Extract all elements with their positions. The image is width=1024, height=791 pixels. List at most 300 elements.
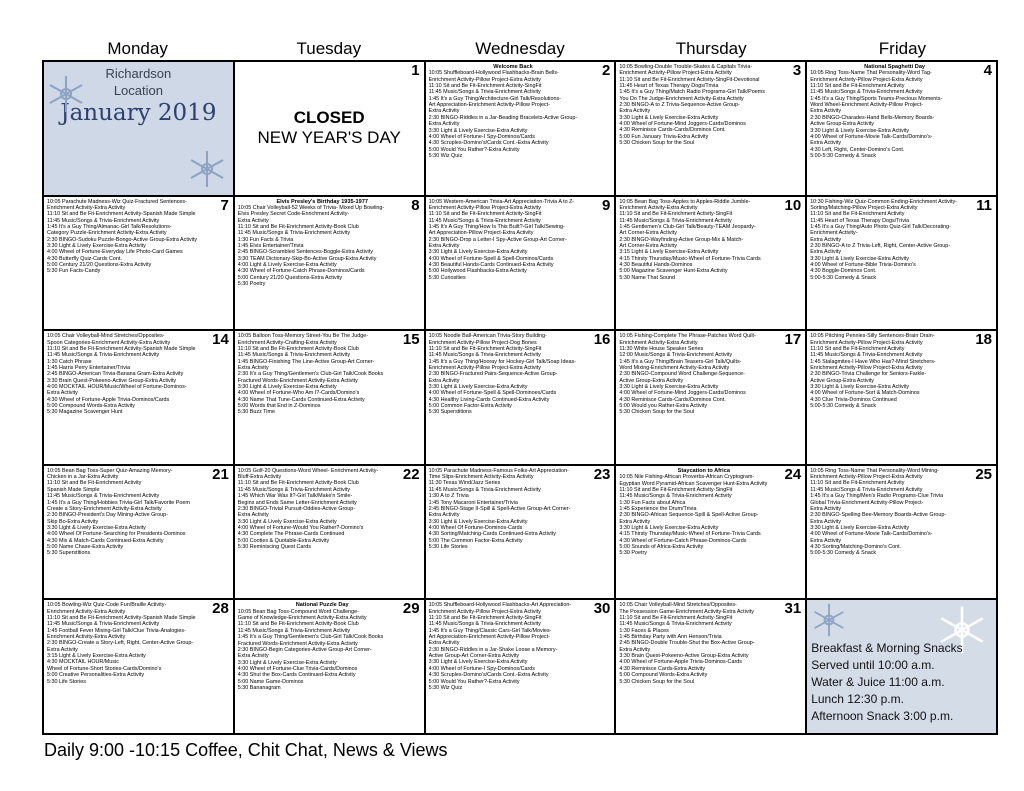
activity-line: 1:30 Fun Facts about Africa [619, 499, 686, 506]
activity-line: Extra Activity [810, 518, 842, 525]
activity-line: 10:05 Chair Volleyball-Mind Stretches/Opposites- [47, 333, 165, 340]
activity-line: 4:30 Sorting/Matching-Domino's Cont. [810, 543, 902, 550]
location-line-1: Richardson [105, 66, 172, 81]
snack-schedule-cell [807, 600, 998, 735]
activity-line: 4:00 Wheel of Fortune-Spell & Spell-Dominos/Cards [428, 255, 554, 262]
activity-list [619, 196, 802, 281]
activity-line: Spanish Made Simple [47, 486, 100, 493]
activity-line: 4:30 Boggle-Dominos Cont. [810, 268, 877, 275]
activity-line: Extra Activity [810, 505, 842, 512]
activity-line: 11:10 Sit and Be Fit-Enrichment Activity [47, 480, 142, 487]
calendar-grid [42, 60, 998, 735]
activity-line: Enrichment Activity-Pillow Project-Extra Activity [810, 339, 923, 346]
activity-line: 2:30 BINGO-President's Day Mining-Active Group- [47, 512, 168, 519]
activity-line: 1:45 It's a Guy Thing/Hobbies Trivia-Girl Talk/Favorite Poem [47, 499, 190, 506]
day-headline: Welcome Back [493, 64, 533, 70]
activity-line: 4:00 Wheel of Fortune-Sort & Match-Dominos [810, 390, 920, 397]
snowflake-icon [46, 74, 86, 114]
activity-line: 10:05 Bean Bag Toss-Compound Word Challenge- [237, 608, 359, 615]
activity-line: Extra Activity [428, 121, 460, 128]
day-cell [426, 600, 617, 735]
activity-line: Extra Activity [428, 512, 460, 519]
activity-line: Active Group-Extra Activity [810, 121, 874, 128]
activity-line: 5:30 Buzz Time [237, 409, 275, 416]
holiday-line: NEW YEAR'S DAY [257, 128, 401, 147]
activity-line: 11:10 Sit and Be Fit-Enrichment Activity-SingFit [428, 345, 542, 352]
activity-line: 5:00 Would You Rather?-Extra Activity [428, 678, 520, 685]
activity-line: 5:30 Magazine Scavenger Hunt [47, 409, 123, 416]
activity-line: 5:30 Name That Sound [619, 274, 676, 281]
activity-line: 3:30 Light & Lively Exercise-Extra Activity [810, 255, 910, 262]
day-cell [426, 197, 617, 332]
activity-line: 4:30 Reminisce Cards-Cards/Dominos Cont. [619, 127, 726, 134]
activity-list [47, 196, 230, 275]
day-number: 29 [402, 600, 420, 618]
activity-line: 5:00 Compound Words-Extra Activity [619, 672, 708, 679]
activity-line: 4:00 Wheel of Fortune-Who Am I?-Cards/Domino's [237, 390, 360, 397]
activity-line: 3:30 Light & Lively Exercise-Extra Activity [810, 127, 910, 134]
activity-line: 10:05 Ring Toss-Name That Personality-Word Mining- [810, 467, 940, 474]
activity-line: Extra Activity [47, 646, 78, 653]
activity-line: 10:05 Bean Bag Toss-Apples to Apples-Riddle Jumble- [619, 198, 751, 205]
activity-line: 11:10 Sit and Be Fit-Enrichment Activity [810, 345, 905, 352]
day-cell [807, 466, 998, 601]
activity-line: Extra Activity [619, 518, 651, 525]
activity-line: Active Group-Extra Activity [619, 377, 684, 384]
activity-line: 2:30 BINGO-Sudoku Puzzle-Bongo-Active Group-Extra Activity [47, 236, 198, 243]
activity-line: 11:45 Music/Songs & Trivia-Enrichment Activity [810, 352, 923, 359]
activity-line: Create a Story-Enrichment Activity-Extra Activity [47, 505, 162, 512]
activity-line: 5:30 Wiz Quiz [428, 684, 463, 691]
activity-list [47, 602, 230, 684]
activity-line: 3:30 Light & Lively Exercise-Extra Activity [619, 524, 719, 531]
activity-line: 4:30 Scruples-Domino's/Cards Cont.-Extra Activity [428, 140, 549, 147]
activity-line: Skip Bo-Extra Activity [47, 518, 99, 525]
title-cell [44, 62, 235, 197]
activity-line: 11:10 Sit and Be Fit-Enrichment Activity [810, 211, 905, 218]
activity-line: Art Appreciation-Pillow Project-Extra Activity [428, 230, 534, 237]
activity-line: 1:45 Stalagmites-I Have Who Has?-Mind Stretchers- [810, 358, 936, 365]
activity-line: 1:45 It's a Guy Thing/Brain Teasers-Girl Talk/Quilts- [619, 358, 742, 365]
activity-line: Art Appreciation-Enrichment Activity-Pillow Project- [428, 634, 550, 641]
activity-line: 10:05 Nile Fishing-African Proverbs-African Cryptogram- [619, 474, 755, 481]
day-number: 1 [411, 62, 420, 79]
activity-line: 1:30 Catch Phrase [47, 358, 92, 365]
activity-line: 5:00-5:30 Comedy & Snack [810, 274, 877, 281]
activity-line: Extra Activity [810, 249, 842, 256]
activity-line: 5:00 Would you Rather-Extra Activity [619, 402, 708, 409]
activity-line: 1:45 It's A Guy Thing/How Is This Built?-Girl Talk/Sewing- [428, 223, 565, 230]
activity-line: 2:30 BINGO-Create a Story-Left, Right, Center-Active Group- [47, 640, 194, 647]
activity-line: Extra Activity [237, 364, 269, 371]
activity-line: Enrichment Activity-Pillow Project-Extra Activity [428, 204, 541, 211]
day-tuesday: Tuesday [296, 39, 362, 58]
activity-line: 5:00 Century 21/20 Questions-Extra Activity [47, 262, 152, 269]
activity-line: 5:30 Reminiscing Quest Cards [237, 543, 311, 550]
activity-line: 11:10 Sit and Be Fit-Enrichment Activity-SingFit-Devotional [619, 76, 760, 83]
activity-line: Extra Activity [47, 390, 78, 397]
activity-line: Category Puzzle-Enrichment Activity-Extra Activity [47, 230, 167, 237]
activity-line: 11:45 Heart of Texas Therapy Dogs/Trivia [619, 83, 719, 90]
activity-line: 2:45 BINGO-Double Trouble-Shut the Box-Active Group- [619, 640, 755, 647]
activity-line: 4:00 Wheel Of Fortune-Searching for Presidents-Dominos [47, 531, 186, 538]
snack-schedule [811, 640, 962, 725]
activity-line: 1:45 Experience the Drum/Trivia [619, 505, 697, 512]
activity-list [619, 333, 802, 415]
activity-line: 4:15 Thirsty Thursday/Music-Wheel of Fortune-Trivia Cards [619, 531, 761, 538]
activity-list [619, 474, 802, 556]
activity-line: Enrichment Activity-Pillow Project-Extra Activity [810, 76, 923, 83]
activity-line: 2:30 BINGO-Drop a Letter-I Spy-Active Group-Art Corner- [428, 236, 567, 243]
activity-line: 4:30 Beautiful Hands-Cards Continued-Extra Activity [428, 262, 554, 269]
activity-line: 11:45 Music/Songs & Trivia-Enrichment Activity [47, 621, 160, 628]
activity-line: Begins and Ends Same Letter-Enrichment Activity [237, 499, 357, 506]
activity-line: 2:45 BINGO-Stage II-Spill & Spell-Active Group-Art Corner- [428, 505, 571, 512]
day-number: 28 [212, 600, 229, 618]
activity-line: Extra Activity [428, 243, 460, 249]
activity-line: 2:30 BINGO-Fractured Pairs-Sequence-Active Group- [428, 371, 558, 378]
activity-line: 5:00-5:30 Comedy & Snack [810, 550, 877, 557]
day-number: 15 [402, 331, 420, 349]
day-cell [235, 197, 426, 332]
activity-list [810, 333, 993, 409]
day-number: 9 [602, 196, 611, 214]
day-number: 30 [593, 600, 611, 618]
activity-line: 2:30 BINGO-African Sequence-Spill & Spell-Active Group- [619, 512, 759, 519]
activity-line: 2:30 BINGO-A to Z Trivia-Sequence-Active Group- [619, 102, 740, 109]
activity-line: 2:30 BINGO-Spelling Bee-Memory Boards-Active Group- [810, 512, 947, 519]
snack-line: Lunch 12:30 p.m. [811, 692, 904, 707]
activity-line: 5:30 Life Stories [428, 543, 468, 550]
activity-line: 11:45 Music/Songs & Trivia-Enrichment Activity [428, 217, 541, 224]
activity-line: 10:05 Shuffleboard-Hollywood Flashbacks-Brain Bells- [428, 70, 559, 77]
activity-line: Chicken in a Jar-Extra Activity [47, 474, 119, 481]
activity-line: 2:30 BINGO-Charades-Hand Bells-Memory Boards- [810, 114, 935, 121]
day-cell [426, 62, 617, 197]
activity-line: 2:30 BINGO-Riddles in a Jar-Shake Loose a Memory- [428, 646, 558, 653]
day-cell [426, 466, 617, 601]
activity-line: 4:30 Mix & Match-Cards Continued-Extra Activity [47, 537, 164, 544]
activity-line: Enrichment Activity-Pillow Project-Extra Activity [810, 364, 923, 371]
activity-line: 11:45 Music/Songs & Trivia-Enrichment Activity [619, 493, 732, 500]
day-number: 4 [983, 62, 992, 79]
activity-line: 1:30 A to Z Trivia [428, 493, 469, 500]
activity-line: 4:30 Butterfly Quiz-Cards Cont. [47, 255, 122, 262]
activity-line: 3:30 Light & Lively Exercise-Extra Activity [47, 524, 146, 531]
day-cell [235, 466, 426, 601]
day-monday: Monday [107, 39, 168, 58]
activity-line: 5:00 Compound Words-Extra Activity [47, 402, 135, 409]
activity-line: 1:30 Fun Facts & Trivia [237, 236, 294, 243]
day-cell [235, 331, 426, 466]
activity-line: 11:45 Music/Songs & Trivia-Enrichment Activity [237, 627, 351, 634]
day-cell [616, 197, 807, 332]
activity-line: 11:45 Music/Songs & Trivia-Enrichment Activity [428, 352, 541, 359]
activity-line: 2:30 BINGO-Begin Categories-Active Group-Art Corner- [237, 646, 372, 653]
activity-line: 11:30 Texas Wind/Jazz Series [428, 480, 501, 487]
activity-line: 11:45 Music/Songs & Trivia-Enrichment Activity [619, 621, 732, 628]
day-number: 22 [402, 465, 420, 483]
activity-line: Art Corner-Extra Activity [619, 243, 677, 249]
activity-list [429, 333, 612, 415]
day-cell [44, 466, 235, 601]
activity-line: 4:30 Wheel of Fortune-Apple Trivia-Dominos/Cards [47, 396, 170, 403]
activity-line: 11:45 Music/Songs & Trivia-Enrichment Activity [237, 352, 351, 359]
activity-line: 4:00 Wheel of Fortune-Bible Trivia-Domino's [810, 262, 916, 269]
activity-line: Extra Activity [810, 537, 842, 544]
activity-line: 4:00 Wheel of Fortune-I Spy-Dominos/Cards [428, 133, 535, 140]
activity-line: 5:30 Chicken Soup for the Soul [619, 140, 695, 147]
activity-line: 10:05 Western-American Trivia-Art Appreciation-Trivia A to Z- [428, 198, 575, 205]
activity-line: Spoon Categories-Enrichment Activity-Extra Activity [47, 339, 171, 346]
activity-line: 4:30 Beautiful Hands-Dominos [619, 262, 693, 269]
activity-line: Fractured Words-Enrichment Activity-Extra Activity [237, 640, 358, 647]
snowflake-icon [187, 149, 227, 189]
activity-line: 3:30 Light & Lively Exercise-Extra Activity [428, 127, 528, 134]
activity-line: 4:00 Wheel of Fortune-Would You Rather?-Domino's [237, 524, 364, 531]
activity-line: 4:30 Shut the Box-Cards Continued-Extra Activity [237, 672, 356, 679]
activity-line: 11:10 Sit and Be Fit-Enrichment Activity-Spanish Made Simple [47, 345, 196, 352]
day-number: 8 [411, 196, 420, 214]
activity-line: 3:30 Light & Lively Exercise-Extra Activity [428, 659, 528, 666]
activity-line: 5:30 Chicken Soup for the Soul [619, 678, 695, 685]
activity-line: 10:05 Golf-20 Questions-Word Wheel- Enrichment Activity- [237, 467, 379, 474]
activity-line: 5:00 Hollywood Flashbacks-Extra Activity [428, 268, 527, 275]
day-number: 16 [593, 331, 611, 349]
day-number: 11 [976, 196, 992, 214]
activity-line: 5:00-5:30 Comedy & Snack [810, 402, 877, 409]
day-number: 10 [784, 196, 802, 214]
activity-line: 4:00 Wheel of Fortune-I Spy-Dominos/Cards [428, 665, 535, 672]
activity-line: 3:30 Light & Lively Exercise-Extra Activity [237, 518, 337, 525]
activity-line: 2:30 BINGO-A to Z Trivia-Left, Right, Center-Active Group- [810, 243, 951, 249]
activity-line: 1:45 Football Fever Mixing-Girl Talk/Clue Trivia-Analogies- [47, 627, 186, 634]
activity-line: Active Group-Art Corner-Extra Activity [428, 653, 520, 660]
activity-line: 5:00-5:30 Comedy & Snack [810, 152, 877, 159]
activity-list [428, 465, 612, 550]
day-number: 2 [602, 62, 611, 79]
activity-line: 4:30 Clue Trivia-Dominos Continued [810, 396, 897, 403]
day-thursday: Thursday [675, 39, 747, 58]
day-headline: Elvis Presley's Birthday 1935-1977 [276, 198, 368, 205]
activity-line: Wheel of Fortune-Short Stories-Cards/Domino's [47, 665, 162, 672]
activity-line: 10:05 Parachute Madness-Famous Folks-Art Appreciation- [428, 467, 569, 474]
activity-list [619, 64, 802, 146]
activity-line: 5:30 Poetry [237, 281, 266, 288]
activity-line: 1:45 Harris Perry Entertainer/Trivia [47, 364, 131, 371]
day-wednesday: Wednesday [475, 39, 565, 58]
day-cell [807, 331, 998, 466]
day-number: 21 [212, 465, 229, 483]
activity-line: 4:00 Wheel of Fortune-Apple Trivia-Dominos-Cards [619, 659, 742, 666]
activity-line: 1:45 It's a Guy Thing/Sports Teams-Precious Moments- [810, 95, 943, 102]
activity-line: 11:45 Music/Songs & Trivia-Enrichment Activity [47, 493, 160, 500]
activity-line: 10:05 Parachute Madness-Wiz Quiz-Fractured Sentences- [47, 198, 187, 205]
activity-line: Extra Activity [428, 640, 460, 647]
day-number: 23 [593, 465, 611, 483]
daily-footer: Daily 9:00 -10:15 Coffee, Chit Chat, News & Views [44, 740, 448, 760]
activity-line: The Possession Game-Enrichment Activity-Extra Activity [619, 608, 754, 615]
activity-line: 4:00 MOCKTAIL HOUR/Music/Wheel of Fortune-Dominos- [47, 383, 187, 390]
activity-line: 4:00 Wheel of Fortune-Spell & Spell-Dominoes/Cards [428, 390, 557, 397]
activity-line: 1:45 Which War Was It?-Girl Talk/Make'n Smile- [237, 493, 353, 500]
activity-line: Extra Activity [428, 377, 460, 384]
activity-line: 11:45 Music/Songs & Trivia-Enrichment Activity [428, 621, 541, 628]
activity-line: Extra Activity [237, 512, 269, 519]
day-cell [807, 197, 998, 332]
activity-list [238, 609, 421, 691]
day-friday: Friday [878, 39, 927, 58]
activity-line: 4:30 Wheel of Fortune-Catch Phrase-Dominos/Cards [237, 268, 365, 275]
activity-line: 4:00 Wheel Of Fortune-Dominos-Cards [428, 524, 523, 531]
activity-line: Bluff-Extra Activity [237, 474, 282, 481]
day-headline: Staycation to Africa [677, 467, 730, 474]
activity-line: 3:30 Light & Lively Exercise-Extra Activity [428, 383, 528, 390]
activity-line: Active Group-Extra Activity [810, 377, 874, 384]
activity-list [238, 205, 421, 287]
activity-line: Enrichment Activity-Extra Activity [619, 204, 698, 211]
activity-line: 11:10 Sit and Be Fit-Enrichment Activity-SingFit [428, 211, 542, 218]
activity-line: 5:30 Curiosities [428, 274, 466, 281]
activity-line: 11:10 Sit and Be Fit-Enrichment Activity-Book Club [237, 224, 359, 231]
activity-line: Extra Activity [810, 108, 842, 115]
activity-line: 10:05 Shuffleboard-Hollywood Flashbacks-Art Appreciation- [428, 602, 572, 609]
activity-line: Art Appreciation-Enrichment Activity-Pillow Project- [428, 102, 550, 109]
activity-line: Extra Activity [810, 140, 842, 147]
activity-line: 10:05 Bowling-Double Trouble-Skates & Capitals Trivia- [619, 64, 753, 70]
month-title: January 2019 [60, 100, 217, 126]
activity-line: 11:10 Sit and Be Fit-Enrichment Activity [810, 480, 905, 487]
activity-line: Enrichment Activity-Extra Activity [619, 339, 698, 346]
activity-list [810, 196, 993, 281]
day-cell [44, 197, 235, 332]
activity-line: 11:10 Sit and Be Fit-Enrichment Activity-SingFit [619, 486, 733, 493]
activity-line: Egyptian Word Pyramid-African Scavenger Hunt-Extra Activity [619, 480, 768, 487]
activity-line: 2:45 BINGO-American Trivia-Banana Gram-Extra Activity [47, 371, 184, 378]
location-line-2: Location [113, 83, 163, 98]
activity-line: Enrichment Activity-Extra Activity [47, 634, 126, 641]
activity-line: 4:30 Complete The Phrase-Cards Continued [237, 531, 345, 538]
activity-line: 11:10 Sit and Be Fit-Enrichment Activity-Spanish Made Simple [47, 211, 196, 218]
activity-line: 5:30 Fun Facts-Candy [47, 268, 101, 275]
activity-line: 4:30 Left, Right, Center-Domino's Cont. [810, 146, 905, 153]
activity-line: 2:30 It's a Guy Thing/Gentlemen's Club-Girl Talk/Cook Books [237, 371, 384, 378]
activity-line: 11:10 Sit and Be Fit-Enrichment Activity-SingFit [428, 615, 542, 622]
day-cell [426, 331, 617, 466]
activity-line: 11:45 Music/Songs & Trivia-Enrichment Activity [237, 486, 351, 493]
snowflake-icon [811, 602, 847, 638]
activity-line: 11:45 Music/Songs & Trivia-Enrichment Activity [237, 230, 351, 237]
snack-line: Afternoon Snack 3:00 p.m. [811, 709, 954, 724]
activity-line: Time Slips-Enrichment Activity-Extra Activity [428, 474, 534, 481]
activity-line: 11:45 Music/Songs & Trivia-Enrichment Activity [47, 352, 160, 359]
activity-line: 11:45 Music/Songs & Trivia-Enrichment Activity [810, 89, 923, 96]
closed-line: CLOSED [293, 108, 365, 127]
day-headline: National Spaghetti Day [864, 64, 926, 70]
activity-line: 11:45 Music/Songs & Trivia-Enrichment Activity [428, 89, 541, 96]
activity-line: Extra Activity [619, 108, 651, 115]
snack-line: Water & Juice 11:00 a.m. [811, 675, 945, 690]
activity-line: 11:10 Sit and Be Fit-Enrichment Activity-SingFit [428, 83, 542, 90]
activity-line: Extra Activity [810, 236, 842, 243]
snack-line: Breakfast & Morning Snacks [811, 641, 963, 656]
snack-line: Served until 10:00 a.m. [811, 658, 935, 673]
activity-line: 10:05 Bowling-Wiz Quiz-Code Fun/Braille Activity- [47, 602, 167, 609]
activity-line: 10:05 Noodle Ball-American Trivia-Story Building- [428, 333, 547, 340]
day-number: 7 [220, 196, 229, 214]
activity-line: Extra Activity [428, 108, 460, 115]
day-number: 18 [975, 331, 992, 349]
activity-line: 3:30 Light & Lively Exercise-Extra Activity [428, 518, 528, 525]
activity-line: 5:30 Superstitions [47, 550, 91, 557]
activity-line: 11:10 Sit and Be Fit-Enrichment Activity-SingFit [619, 615, 733, 622]
activity-line: 1:45 It's a Guy Thing/Architecture-Girl Talk/Resolutions- [428, 95, 561, 102]
activity-line: 12:00 Music/Songs & Trivia-Enrichment Activity [619, 352, 733, 359]
activity-line: Word Mixing-Enrichment Activity-Extra Activity [619, 364, 730, 371]
activity-line: Word Wheel-Enrichment Activity-Pillow Project- [810, 102, 924, 109]
activity-list [619, 602, 802, 684]
activity-list [47, 333, 230, 415]
activity-line: 11:10 Sit and Be Fit-Enrichment Activity [810, 83, 905, 90]
activity-line: 1:45 It's a Guy Thing/Auto Photo Quiz-Girl Talk/Decorating- [810, 223, 951, 230]
activity-line: Enrichment Activity-Extra Activity [47, 608, 126, 615]
activity-line: 4:30 Name That Tune-Cards Continued-Extra Activity [237, 396, 365, 403]
activity-line: 1:45 Gentlemen's Club-Girl Talk/Beauty-TEAM Jeopardy- [619, 223, 756, 230]
activity-line: 3:30 Light & Lively Exercise-Extra Activity [237, 383, 337, 390]
activity-line: Global Trivia-Enrichment Activity-Pillow Project- [810, 499, 924, 506]
activity-line: 5:30 Chicken Soup for the Soul [619, 409, 695, 416]
activity-list [47, 465, 230, 557]
activity-line: 11:10 Sit and Be Fit-Enrichment Activity-SingFit [619, 211, 733, 218]
activity-line: 1:45 It's a Guy Thing/Match Radio Programs-Girl Talk/Poems [619, 89, 765, 96]
activity-line: 11:45 Music/Songs & Trivia-Enrichment Activity [47, 217, 160, 224]
activity-line: 3:30 Brain Quest-Pokeeno-Active Group-Extra Activity [619, 653, 749, 660]
activity-line: Enrichment Activity-Pillow Project-Dog Bones [428, 339, 537, 346]
day-cell [235, 600, 426, 735]
activity-line: 11:45 Heart of Texas Therapy Dogs/Trivia [810, 217, 910, 224]
activity-line: 5:00 Words that End in Z-Dominos [237, 402, 321, 409]
activity-line: Elvis Presley Secret Code-Enrichment Activity- [237, 211, 350, 218]
activity-line: 5:00 Sounds of Africa-Extra Activity [619, 543, 704, 550]
activity-line: Fractured Words-Enrichment Activity-Extra Activity [237, 377, 358, 384]
activity-line: 5:00 Creative Personalities-Extra Activity [47, 672, 145, 679]
activity-line: 3:30 TEAM Dictionary-Skip-Bo-Active Group-Extra Activity [237, 255, 377, 262]
activity-line: 10:05 Chair Volleyball-52 Weeks of Trivia- Mixed Up Bowling- [237, 205, 385, 211]
day-number: 3 [792, 62, 802, 79]
activity-line: 3:30 Light & Lively Exercise-Extra Activity [810, 524, 910, 531]
activity-line: 4:30 Reminisce Cards-Extra Activity [619, 665, 706, 672]
activity-line: 2:30 BINGO-Trivial Pursuit-Oddies-Active Group- [237, 505, 356, 512]
activity-line: 5:30 Poetry [619, 550, 647, 557]
activity-line: 11:10 Sit and Be Fit-Enrichment Activity-Book Club [237, 345, 359, 352]
activity-line: Enrichment Activity-Pillow Project-Extra Activity [810, 474, 923, 481]
activity-line: 4:00 Wheel of Fortune-Movie Talk-Cards/Domino's- [810, 133, 933, 140]
activity-line: 10:05 Bean Bag Toss-Super Quiz-Amazing Memory- [47, 467, 173, 474]
activity-line: 4:00 Wheel of Fortune-Everyday Life Photo-Card Games [47, 249, 183, 256]
activity-line: 4:30 Reminisce Cards-Cards/Dominos Cont. [619, 396, 726, 403]
activity-list [429, 70, 612, 159]
activity-line: 1:45 Birthday Party with Ann Henson/Trivia [619, 634, 722, 641]
activity-line: 5:30 Bananagram [237, 684, 281, 691]
activity-line: 1:45 It's a Guy Thing/Classic Cars-Girl Talk/Movies- [428, 627, 552, 634]
day-cell [235, 62, 426, 197]
activity-line: 3:30 Light & Lively Exercise-Extra Activity [619, 114, 719, 121]
day-cell [44, 331, 235, 466]
activity-line: Enrichment Activity-Pillow Project-Extra Activity [428, 364, 541, 371]
activity-line: 5:00 Common Factor-Extra Activity [428, 402, 512, 409]
day-number: 31 [784, 600, 802, 618]
activity-line: 11:45 Music/Songs & Trivia-Enrichment Activity [810, 486, 923, 493]
